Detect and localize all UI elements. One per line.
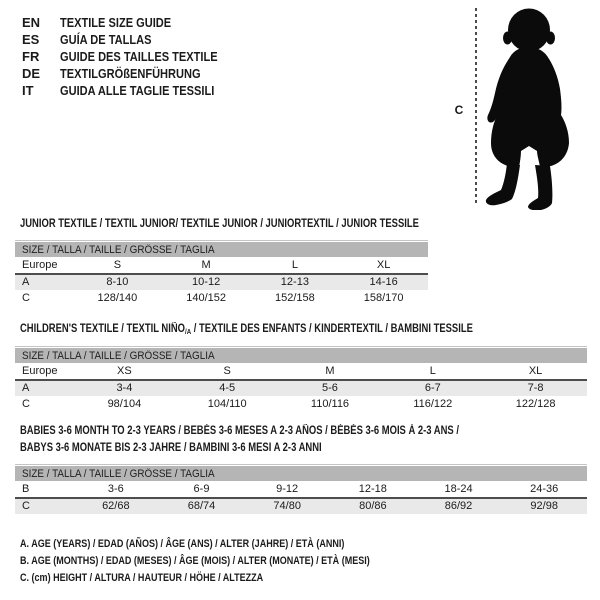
table-row-height: [15, 396, 587, 412]
row-label: B: [22, 482, 30, 495]
section-title-text: [20, 321, 473, 340]
table-cell: 6-9: [193, 482, 210, 495]
table-cell: 4-5: [219, 382, 236, 395]
language-code: FR: [22, 49, 40, 64]
section-title-line2: BABYS 3-6 MONATE BIS 2-3 JAHRE / BAMBINI 3-6 MESI A 2-3 ANNI: [20, 442, 322, 454]
table-cell: 7-8: [527, 382, 544, 395]
language-title: GUIDA ALLE TAGLIE TESSILI: [60, 83, 215, 98]
table-cell: 10-12: [192, 276, 221, 289]
table-cell: 6-7: [424, 382, 441, 395]
language-code: EN: [22, 15, 41, 30]
table-cell: 62/68: [102, 500, 130, 513]
language-title-block: [22, 14, 245, 99]
size-table-header: [15, 466, 587, 481]
size-table-babies: [15, 464, 587, 514]
row-label: Europe: [22, 364, 58, 377]
table-cell: 5-6: [322, 382, 338, 395]
table-row-height: [15, 290, 428, 306]
table-cell: S: [113, 258, 122, 271]
table-cell: 8-10: [106, 276, 129, 289]
row-label: Europe: [22, 258, 58, 271]
size-table-body: [15, 363, 587, 412]
table-cell: 158/170: [363, 291, 404, 304]
language-code: ES: [22, 32, 40, 47]
footnote-a: [20, 536, 447, 553]
height-measure-dotted-line: [475, 8, 477, 206]
size-header-text: SIZE / TALLA / TAILLE / GRÖSSE / TAGLIA: [22, 243, 215, 256]
table-cell: L: [291, 258, 298, 271]
table-row-europe: [15, 363, 587, 381]
table-cell: 104/110: [207, 397, 247, 410]
table-cell: 92/98: [530, 500, 558, 513]
language-title: TEXTILGRÖßENFÜHRUNG: [60, 66, 201, 81]
section-title-junior: [20, 216, 506, 233]
title-subscript: /A: [185, 327, 192, 336]
footnote-b: [20, 553, 447, 570]
size-table-body: [15, 257, 428, 306]
language-code: DE: [22, 66, 41, 81]
table-cell: 98/104: [107, 397, 142, 410]
size-header-text: SIZE / TALLA / TAILLE / GRÖSSE / TAGLIA: [22, 349, 215, 362]
language-code: IT: [22, 83, 34, 98]
footnote-text: A. AGE (YEARS) / EDAD (AÑOS) / ÂGE (ANS) / ALTER (JAHRE) / ETÀ (ANNI): [20, 538, 345, 550]
table-cell: 128/140: [97, 291, 138, 304]
section-title-children: [20, 321, 572, 340]
language-row-en: [22, 14, 245, 31]
table-cell: XL: [528, 364, 543, 377]
table-cell: 68/74: [187, 500, 216, 513]
section-title-line1: BABIES 3-6 MONTH TO 2-3 YEARS / BEBÉS 3-6 MESES A 2-3 AÑOS / BÉBÉS 3-6 MOIS À 2-3 ANS /: [20, 425, 459, 437]
table-cell: 116/122: [413, 397, 453, 410]
size-table-junior: [15, 240, 428, 306]
table-cell: 14-16: [369, 276, 398, 289]
table-cell: 140/152: [186, 291, 226, 304]
size-header-text: SIZE / TALLA / TAILLE / GRÖSSE / TAGLIA: [22, 467, 215, 480]
footnote-text: C. (cm) HEIGHT / ALTURA / HAUTEUR / HÖHE / ALTEZZA: [20, 572, 264, 584]
language-row-es: [22, 31, 245, 48]
table-cell: 12-13: [280, 276, 309, 289]
table-cell: 18-24: [444, 482, 473, 495]
language-title: GUIDE DES TAILLES TEXTILE: [60, 49, 218, 64]
row-label: A: [22, 382, 30, 395]
row-label: C: [22, 291, 30, 304]
table-cell: 3-4: [116, 382, 133, 395]
row-label: C: [22, 500, 30, 513]
table-cell: M: [201, 258, 211, 271]
language-title: TEXTILE SIZE GUIDE: [60, 15, 172, 30]
size-table-header: [15, 348, 587, 363]
title-prefix: CHILDREN'S TEXTILE / TEXTIL NIÑO: [20, 323, 186, 335]
table-cell: 80/86: [359, 500, 387, 513]
size-table-body: [15, 481, 587, 514]
table-cell: 9-12: [276, 482, 299, 495]
footnote-c: [20, 570, 447, 587]
table-cell: 110/116: [310, 397, 350, 410]
table-cell: XL: [376, 258, 391, 271]
toddler-silhouette-icon: [483, 5, 577, 210]
table-cell: 3-6: [107, 482, 124, 495]
table-cell: 12-18: [358, 482, 387, 495]
table-cell: 24-36: [530, 482, 559, 495]
row-label: A: [22, 276, 30, 289]
language-row-fr: [22, 48, 245, 65]
table-cell: 86/92: [444, 500, 473, 513]
table-cell: L: [429, 364, 436, 377]
table-cell: M: [325, 364, 335, 377]
table-row-age: [15, 381, 587, 397]
table-cell: 122/128: [515, 397, 556, 410]
footnote-text: B. AGE (MONTHS) / EDAD (MESES) / ÂGE (MOIS) / ALTER (MONATE) / ETÀ (MESI): [20, 555, 370, 567]
language-row-it: [22, 82, 245, 99]
language-title: GUÍA DE TALLAS: [60, 32, 152, 47]
table-row-height: [15, 499, 587, 515]
table-row-age: [15, 275, 428, 291]
section-title-babies: [20, 423, 555, 457]
table-cell: 152/158: [274, 291, 315, 304]
title-suffix: / TEXTILE DES ENFANTS / KINDERTEXTIL / BAMBINI TESSILE: [191, 323, 473, 335]
table-row-age-months: [15, 481, 587, 499]
table-row-europe: [15, 257, 428, 275]
section-title-text: JUNIOR TEXTILE / TEXTIL JUNIOR/ TEXTILE JUNIOR / JUNIORTEXTIL / JUNIOR TESSILE: [20, 218, 419, 230]
language-row-de: [22, 65, 245, 82]
footnotes-block: [20, 536, 447, 587]
size-table-children: [15, 346, 587, 412]
table-cell: 74/80: [273, 500, 301, 513]
size-table-header: [15, 242, 428, 257]
table-cell: XS: [117, 364, 132, 377]
table-cell: S: [223, 364, 231, 377]
row-label: C: [22, 397, 30, 410]
height-marker-label: C: [454, 103, 464, 117]
